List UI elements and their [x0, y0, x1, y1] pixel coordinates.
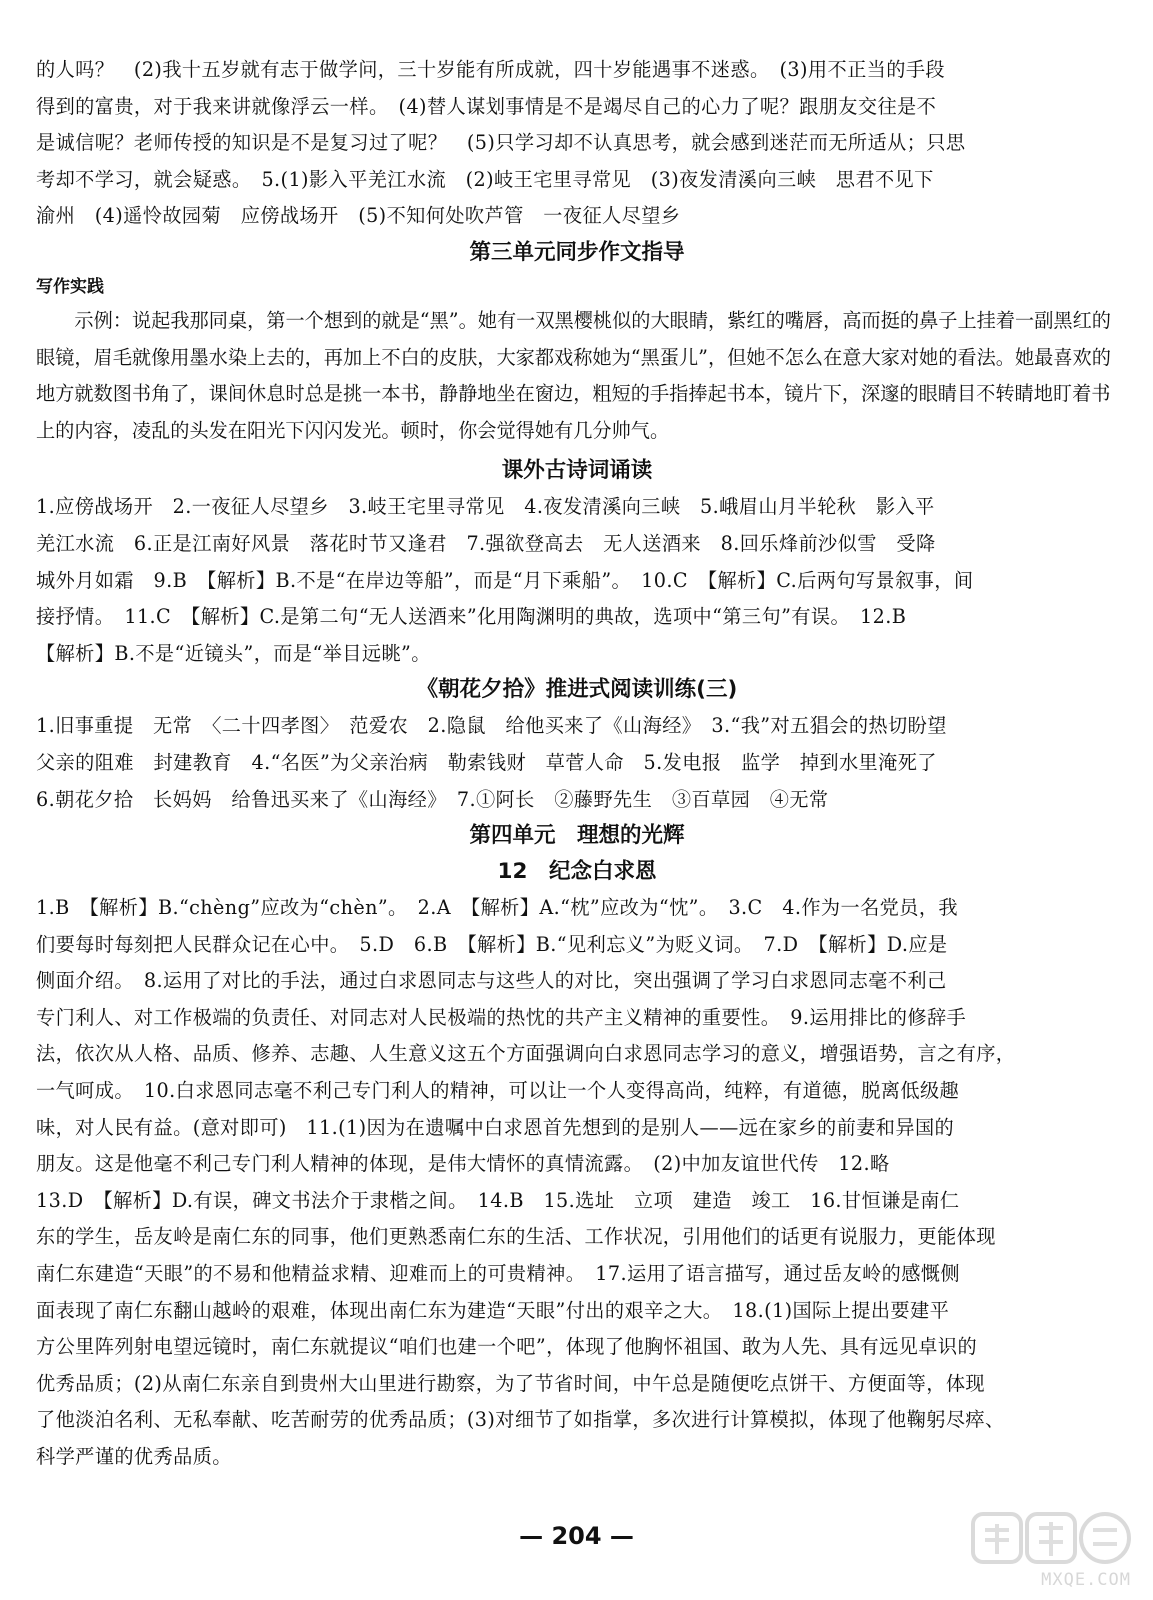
section-writing-guide [36, 235, 1118, 449]
section-reading-training [36, 672, 1118, 818]
text-line: 一气呵成。 10.白求恩同志毫不利己专门利人的精神，可以让一个人变得高尚，纯粹，有道德，脱离低级趣 [36, 1079, 960, 1103]
text-line: 面表现了南仁东翻山越岭的艰难，体现出南仁东为建造“天眼”付出的艰辛之大。 18.(1)国际上提出要建平 [36, 1298, 950, 1322]
text-line: 方公里阵列射电望远镜时，南仁东就提议“咱们也建一个吧”，体现了他胸怀祖国、敢为人先、具有远见卓识的 [36, 1335, 978, 1359]
text-line: 味，对人民有益。(意对即可) 11.(1)因为在遗嘱中白求恩首先想到的是别人——远在家乡的前妻和异国的 [36, 1115, 955, 1139]
text-line: 13.D 【解析】D.有误，碑文书法介于隶楷之间。 14.B 15.选址 立项 建造 竣工 16.甘恒谦是南仁 [36, 1188, 960, 1212]
text-line: 1.B 【解析】B.“chèng”应改为“chèn”。 2.A 【解析】A.“枕”应改为“忱”。 3.C 4.作为一名党员，我 [36, 896, 959, 920]
text-line: 1.旧事重提 无常 〈二十四孝图〉 范爱农 2.隐鼠 给他买来了《山海经》 3.“我”对五猖会的热切盼望 [36, 714, 947, 738]
section-title: 课外古诗词诵读 [501, 458, 653, 484]
sample-paragraph: 示例：说起我那同桌，第一个想到的就是“黑”。她有一双黑樱桃似的大眼睛，紫红的嘴唇，高而挺的鼻子上挂着一副黑红的眼镜，眉毛就像用墨水染上去的，再加上不白的皮肤，大家都戏称她为“黑蛋儿”，但她不怎么在意大家对她的看法。她最喜欢的地方就数图书角了，课间休息时总是挑一本书，静静地坐在窗边，粗短的手指捧起书本，镜片下，深邃的眼睛目不转睛地盯着书上的内容，凌乱的头发在阳光下闪闪发光。顿时，你会觉得她有几分帅气。 [36, 308, 1111, 442]
text-line: 的人吗？ (2)我十五岁就有志于做学问，三十岁能有所成就，四十岁能遇事不迷惑。 (3)用不正当的手段 [36, 58, 946, 81]
text-line: 羌江水流 6.正是江南好风景 落花时节又逢君 7.强欲登高去 无人送酒来 8.回乐烽前沙似雪 受降 [36, 531, 936, 555]
text-line: 科学严谨的优秀品质。 [36, 1445, 232, 1468]
unit-title: 第四单元 理想的光辉 [469, 823, 685, 849]
text-line: 优秀品质；(2)从南仁东亲自到贵州大山里进行勘察，为了节省时间，中午总是随便吃点饼干、方便面等，体现 [36, 1371, 985, 1395]
text-line: 专门利人、对工作极端的负责任、对同志对人民极端的热忱的共产主义精神的重要性。 9.运用排比的修辞手 [36, 1005, 967, 1029]
watermark-logo [967, 1508, 1135, 1592]
text-line: 东的学生，岳友岭是南仁东的同事，他们更熟悉南仁东的生活、工作状况，引用他们的话更有说服力，更能体现 [36, 1225, 996, 1249]
text-line: 侧面介绍。 8.运用了对比的手法，通过白求恩同志与这些人的对比，突出强调了学习白求恩同志毫不利己 [36, 969, 947, 993]
text-line: 们要每时每刻把人民群众记在心中。 5.D 6.B 【解析】B.“见利忘义”为贬义词。 7.D 【解析】D.应是 [36, 932, 948, 956]
text-line: 接抒情。 11.C 【解析】C.是第二句“无人送酒来”化用陶渊明的典故，选项中“第三句”有误。 12.B [36, 605, 907, 629]
text-line: 朋友。这是他毫不利己专门利人精神的体现，是伟大情怀的真情流露。 (2)中加友谊世代传 12.略 [36, 1152, 890, 1176]
watermark-text: MXQE.COM [1041, 1570, 1131, 1590]
text-line: 法，依次从人格、品质、修养、志趣、人生意义这五个方面强调向白求恩同志学习的意义，增强语势，言之有序， [36, 1042, 1016, 1066]
text-line: 了他淡泊名利、无私奉献、吃苦耐劳的优秀品质；(3)对细节了如指掌，多次进行计算模拟，体现了他鞠躬尽瘁、 [36, 1408, 1005, 1432]
text-line: 城外月如霜 9.B 【解析】B.不是“在岸边等船”，而是“月下乘船”。 10.C 【解析】C.后两句写景叙事，间 [36, 568, 974, 592]
section-unit-four [36, 818, 1118, 1476]
text-line: 父亲的阻难 封建教育 4.“名医”为父亲治病 勒索钱财 草菅人命 5.发电报 监学 掉到水里淹死了 [36, 750, 937, 774]
text-line: 南仁东建造“天眼”的不易和他精益求精、迎难而上的可贵精神。 17.运用了语言描写，通过岳友岭的感慨侧 [36, 1262, 960, 1286]
lesson-title: 12 纪念白求恩 [497, 859, 657, 885]
section-title: 第三单元同步作文指导 [469, 239, 685, 265]
section-title: 《朝花夕拾》推进式阅读训练(三) [416, 677, 738, 703]
page-number: — 204 — [519, 1522, 634, 1550]
text-line: 1.应傍战场开 2.一夜征人尽望乡 3.岐王宅里寻常见 4.夜发清溪向三峡 5.峨眉山月半轮秋 影入平 [36, 495, 935, 519]
text-line: 得到的富贵，对于我来讲就像浮云一样。 (4)替人谋划事情是不是竭尽自己的心力了呢？跟朋友交往是不 [36, 94, 937, 118]
section-subtitle: 写作实践 [36, 276, 104, 297]
text-line: 是诚信呢？老师传授的知识是不是复习过了呢？ (5)只学习却不认真思考，就会感到迷茫而无所适从；只思 [36, 131, 966, 155]
text-line: 【解析】B.不是“近镜头”，而是“举目远眺”。 [36, 641, 431, 665]
answer-page [36, 52, 1118, 1476]
text-line: 渝州 (4)遥怜故园菊 应傍战场开 (5)不知何处吹芦管 一夜征人尽望乡 [36, 204, 681, 228]
watermark-icon [967, 1508, 1135, 1570]
continued-answers [36, 52, 1118, 235]
text-line: 6.朝花夕拾 长妈妈 给鲁迅买来了《山海经》 7.①阿长 ②藤野先生 ③百草园 ④无常 [36, 787, 829, 811]
text-line: 考却不学习，就会疑惑。 5.(1)影入平羌江水流 (2)岐王宅里寻常见 (3)夜发清溪向三峡 思君不见下 [36, 167, 934, 191]
section-extracurricular-poems [36, 453, 1118, 672]
